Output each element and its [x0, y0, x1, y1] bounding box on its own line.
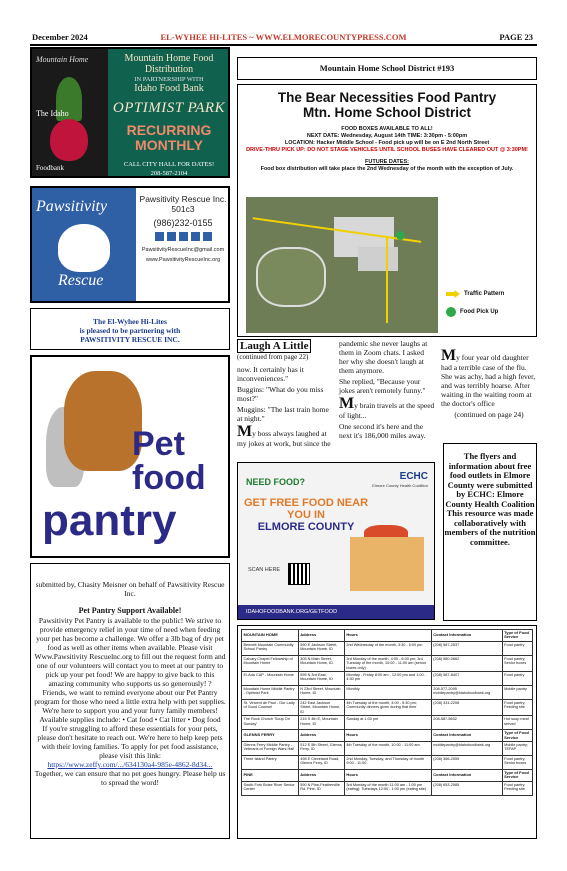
flyers-note — [443, 443, 537, 621]
scan-label: SCAN HERE — [248, 567, 281, 573]
pawsitivity-ad — [30, 186, 230, 303]
column-header: Contact Information — [431, 730, 502, 742]
publication-title: EL-WYHEE HI-LITES ~ WWW.ELMORECOUNTYPRESS.COM — [160, 32, 407, 42]
traffic-route-vertical — [386, 237, 388, 323]
org-name: Pawsitivity Rescue Inc. 501c3 — [139, 194, 227, 214]
table-cell: Calvary Chapel Fellowship of Mountain Home — [242, 655, 299, 671]
header-divider — [30, 44, 537, 46]
table-row — [242, 655, 533, 671]
table-cell: Mobile pantry — [502, 686, 532, 700]
next-date: NEXT DATE: Wednesday, August 14th TIME: 3:30pm - 5:00pm — [306, 133, 468, 139]
column-header: Address — [298, 630, 344, 642]
table-cell: Food pantry; Feeding site — [502, 781, 532, 795]
place-name: OPTIMIST PARK — [112, 100, 226, 116]
echc-logo: ECHC — [399, 471, 428, 482]
table-cell: Monthly — [344, 686, 431, 700]
drop-cap: M — [339, 395, 355, 412]
table-row — [242, 700, 533, 716]
twitter-icon — [167, 232, 176, 241]
youtube-icon — [179, 232, 188, 241]
org-email: PawsitivityRescueInc@gmail.com — [141, 247, 225, 253]
table-cell: 208-577-2095 mobilepantry@idahofoodbank.org — [431, 686, 502, 700]
table-row — [242, 756, 533, 770]
table-cell: 498 E Cleveland Road, Glenns Ferry, ID — [298, 756, 344, 770]
drop-cap: M — [441, 347, 457, 364]
idaho-foodbank-image — [32, 49, 108, 176]
laugh-title: Laugh A Little — [237, 339, 311, 353]
table-row — [242, 781, 533, 795]
table-section-header — [242, 630, 533, 642]
partner-note — [30, 308, 230, 350]
table-section-header — [242, 730, 533, 742]
table-cell: Glenns Ferry Middle Pantry - Veterans of Foreign Wars Hall — [242, 742, 299, 756]
table-cell: Three Island Pantry — [242, 756, 299, 770]
location: LOCATION: Hacker Middle School - Food pick up will be on E 2nd North Street — [284, 140, 490, 146]
column-header: Contact Information — [431, 770, 502, 782]
table-cell: 4th Tuesday of the month, 10:00 - 11:00 am — [344, 742, 431, 756]
table-cell: 208-587-5632 — [431, 716, 502, 730]
table-cell: Food pantry — [502, 641, 532, 655]
pet-pantry-article — [30, 563, 230, 839]
aerial-map — [246, 197, 438, 333]
table-cell: St. Vincent de Paul - Our Lady of Good Counsel — [242, 700, 299, 716]
joke-text-3: Muggins: "The last train home at night." — [237, 405, 329, 423]
pet-food-pantry-ad — [30, 355, 230, 558]
joke-text-2: Buggins: "What do you miss most?" — [237, 385, 324, 403]
joke-text-6: She replied, "Because your jokes aren't remotely funny." — [339, 377, 426, 395]
joke-text-7: y brain travels at the speed of light... — [339, 401, 435, 420]
future-dates-note: Food box distribution will take place the 2nd Wednesday of the month with the exception of July. — [260, 166, 514, 172]
drop-cap: M — [237, 423, 253, 440]
table-cell: Monday - Friday 8:00 am - 12:00 pm and 1:00 - 4:30 pm — [344, 672, 431, 686]
pantry-word: pantry — [42, 496, 177, 545]
beet-graphic — [50, 119, 88, 161]
article-body: Pawsitivity Pet Pantry is available to the public! We strive to provide emergency relief in your time of need when feeding your pet has become a challenge. We offer a 3lb bag of dry pet food as well as other items when available. Please visit Www.Pawsitivity Rescuelnc.org to fill out the request form and one of our volunteers will contact you to meet at our pantry to pick up your pet food! We are happy to give back to this amazing community who supports us so generously! ? — [34, 616, 226, 688]
zeffy-link[interactable]: https://www.zeffy.com/.../634130a4-985e-4862-8d34... — [47, 760, 213, 769]
table-cell: Food pantry; Feeding site — [502, 700, 532, 716]
org-website: www.PawsitivityRescueInc.org — [145, 257, 221, 263]
table-cell: The Rock Church 'Soup On Sunday' — [242, 716, 299, 730]
table-section-header — [242, 770, 533, 782]
table-cell: (208) 366-2059 — [431, 756, 502, 770]
echc-logo-sub: Elmore County Health Coalition — [372, 483, 428, 488]
table-cell: 512 E 5th Street, Glenns Ferry, ID — [298, 742, 344, 756]
table-cell: 590 N Pine-Featherville Rd, Pine, ID — [298, 781, 344, 795]
table-cell: 2nd Wednesday of the month, 3:30 - 5:00 pm — [344, 641, 431, 655]
table-cell: 3rd Monday of the month 11:00 am - 1:00 pm (eating); Tuesdays 12:00 - 1:00 pm (eating site) — [344, 781, 431, 795]
article-paragraph-2: Friends, we want to remind everyone about our Pet Pantry program for those who need a little extra help with pet supplies. We're here to support you and your furry family members! — [34, 688, 226, 715]
table-cell: (208) 331-2208 — [431, 700, 502, 716]
table-cell: 242 East Jackson Street, Mountain Home, ID — [298, 700, 344, 716]
article-paragraph-3: Available supplies include: • Cat food • Cat litter • Dog food — [39, 715, 221, 724]
table-cell: South Fork Boise River Senior Center — [242, 781, 299, 795]
joke-text-8: One second it's here and the next it's 186,000 miles away. — [339, 422, 426, 440]
table-row — [242, 686, 533, 700]
food-outlets-table — [237, 625, 537, 839]
table-cell: N 23rd Street, Mountain Home, ID — [298, 686, 344, 700]
table-cell: Bennett Mountain Community School Pantry — [242, 641, 299, 655]
column-header: Contact Information — [431, 630, 502, 642]
partner-name: Idaho Food Bank — [134, 83, 204, 94]
table-row — [242, 641, 533, 655]
facebook-icon — [155, 232, 164, 241]
need-food-label: NEED FOOD? — [246, 477, 306, 487]
partner-prefix: IN PARTNERSHIP WITH — [134, 76, 204, 83]
instagram-icon — [191, 232, 200, 241]
echc-food-ad — [237, 462, 435, 620]
table-cell: mobilepantry@idahofoodbank.org — [431, 742, 502, 756]
traffic-arrow-icon — [446, 290, 460, 298]
pet-word: Pet — [132, 425, 185, 463]
image-foot: Foodbank — [36, 164, 64, 172]
joke-text-4: y boss always laughed at my jokes at work, but since the — [237, 429, 331, 448]
table-cell: 590 E Jackson Street, Mountain Home, ID — [298, 641, 344, 655]
social-icons — [138, 232, 228, 241]
mountain-home-logo: Mountain Home — [36, 55, 89, 64]
table-cell: 2nd Monday, Tuesday, and Thursday of month 9:00 - 11:00 — [344, 756, 431, 770]
free-food-headline: GET FREE FOOD NEAR YOU IN — [243, 497, 369, 521]
column-header: Hours — [344, 730, 431, 742]
flyer-subtitle: Mtn. Home School District — [302, 105, 471, 120]
joke-text-5: pandemic she never laughs at them in Zoom chats. I asked her why she doesn't laugh at them anymore. — [339, 339, 428, 375]
logo-top-text: Pawsitivity — [36, 198, 108, 215]
issue-date: December 2024 — [32, 32, 88, 42]
article-paragraph-5: Together, we can ensure that no pet goes hungry. Please help us to spread the word! — [34, 769, 226, 787]
section-name: MOUNTAIN HOME — [242, 630, 299, 642]
flyers-text: The flyers and information about free food outlets in Elmore County were submitted by ECHC: Elmore County Health Coalition This resource was made collaboratively with members of the nutrition committee. — [444, 451, 536, 547]
logo-bottom-text: Rescue — [58, 272, 104, 289]
district-title-text: Mountain Home School District #193 — [319, 63, 455, 73]
website-icon — [203, 232, 212, 241]
joke-text-9: y four year old daughter had a terrible case of the flu. She was achy, had a high fever, and was terribly hoarse. After waiting in the waiting room at the doctor's office — [441, 353, 536, 408]
table-row — [242, 742, 533, 756]
flyer-title: The Bear Necessities Food Pantry — [277, 90, 497, 105]
table-cell: Food pantry — [502, 672, 532, 686]
foodbank-url: IDAHOFOODBANK.ORG/GETFOOD — [238, 605, 434, 619]
partner-line-1: The El-Wyhee Hi-Lites — [93, 317, 167, 326]
table-row — [242, 716, 533, 730]
table-cell: Food pantry; Senior boxes — [502, 655, 532, 671]
school-wing — [358, 247, 398, 271]
ad-phone: 208-587-2104 — [150, 170, 188, 177]
map-legend — [446, 285, 532, 321]
column-header: Address — [298, 730, 344, 742]
page-number: PAGE 23 — [499, 32, 533, 42]
column-header: Type of Food Service — [502, 730, 532, 742]
partner-line-2: is pleased to be partnering with — [79, 326, 181, 335]
food-pantry-flyer — [237, 84, 537, 337]
continued-to: (continued on page 24) — [454, 410, 524, 419]
recurring-label: RECURRING MONTHLY — [126, 122, 212, 153]
laugh-a-little-column — [237, 339, 537, 459]
table-cell: 595 N 3rd East, Mountain Home, ID — [298, 672, 344, 686]
table-cell: Sunday at 1:00 pm — [344, 716, 431, 730]
school-district-title — [237, 57, 537, 80]
table-cell: Hot soup meal served — [502, 716, 532, 730]
table-row — [242, 672, 533, 686]
pickup-dot-icon — [446, 307, 456, 317]
table-cell: (208) 587-2537 — [431, 641, 502, 655]
column-header: Hours — [344, 770, 431, 782]
outlets-table — [241, 629, 533, 796]
ad-heading: Mountain Home Food Distribution — [124, 53, 214, 75]
drive-thru-note: DRIVE-THRU PICK UP: DO NOT STAGE VEHICLES UNTIL SCHOOL BUSES HAVE CLEARED OUT @ 3:30PM! — [246, 147, 528, 153]
table-cell: 215 S 4th E, Mountain Home, ID — [298, 716, 344, 730]
table-cell: Mobile pantry; TEFAP — [502, 742, 532, 756]
table-cell: 4th Tuesday of the month, 4:00 - 5:30 pm; Community dinners given during that time — [344, 700, 431, 716]
continued-from: (continued from page 22) — [237, 353, 309, 361]
future-dates-label: FUTURE DATES: — [365, 159, 409, 165]
call-note: CALL CITY HALL FOR DATES! — [123, 161, 215, 168]
food-distribution-ad — [30, 47, 230, 178]
column-header: Type of Food Service — [502, 770, 532, 782]
legend-pickup: Food Pick Up — [460, 309, 499, 315]
pickup-marker — [396, 231, 405, 240]
table-cell: 3rd Monday of the month, 4:00 - 6:00 pm; 3rd Tuesday of the month, 10:00 - 11:00 am (senior boxes only) — [344, 655, 431, 671]
image-label: The Idaho — [36, 109, 69, 118]
column-header: Type of Food Service — [502, 630, 532, 642]
legend-traffic: Traffic Pattern — [464, 291, 505, 297]
boxes-available: FOOD BOXES AVAILABLE TO ALL! — [341, 126, 433, 132]
table-cell: (208) 587-8407 — [431, 672, 502, 686]
county-headline: ELMORE COUNTY — [257, 521, 355, 533]
article-heading: Pet Pantry Support Available! — [78, 606, 182, 615]
joke-text-1: now. It certainly has it inconveniences." — [237, 365, 304, 383]
article-byline: submitted by, Chasity Meisner on behalf of Pawsitivity Rescue Inc. — [35, 580, 225, 598]
qr-code-icon[interactable] — [288, 563, 310, 585]
table-cell: Food pantry; Senior boxes — [502, 756, 532, 770]
food-word: food — [132, 459, 206, 497]
table-cell: 305 N Main Street, Mountain Home, ID — [298, 655, 344, 671]
dog-graphic — [64, 371, 142, 471]
partner-line-3: PAWSITIVITY RESCUE INC. — [80, 335, 180, 344]
article-paragraph-4: If you're struggling to afford these essentials for your pets, please don't hesitate to reach out. We're here to help keep pets with their loving families. To apply for pet food assistance, please visit this link: — [37, 724, 223, 760]
table-cell: (208) 580-0662 — [431, 655, 502, 671]
table-cell: Mountain Home Middle Pantry - Optimist Park — [242, 686, 299, 700]
section-name: PINE — [242, 770, 299, 782]
column-header: Address — [298, 770, 344, 782]
pawsitivity-logo — [32, 188, 136, 301]
table-cell: El-Ada CAP - Mountain Home — [242, 672, 299, 686]
org-phone: (986)232-0155 — [153, 218, 213, 228]
column-header: Hours — [344, 630, 431, 642]
dog-face-icon — [58, 224, 110, 272]
table-cell: (208) 653-2585 — [431, 781, 502, 795]
track-field — [256, 247, 326, 307]
section-name: GLENNS FERRY — [242, 730, 299, 742]
food-box-graphic — [350, 537, 424, 591]
